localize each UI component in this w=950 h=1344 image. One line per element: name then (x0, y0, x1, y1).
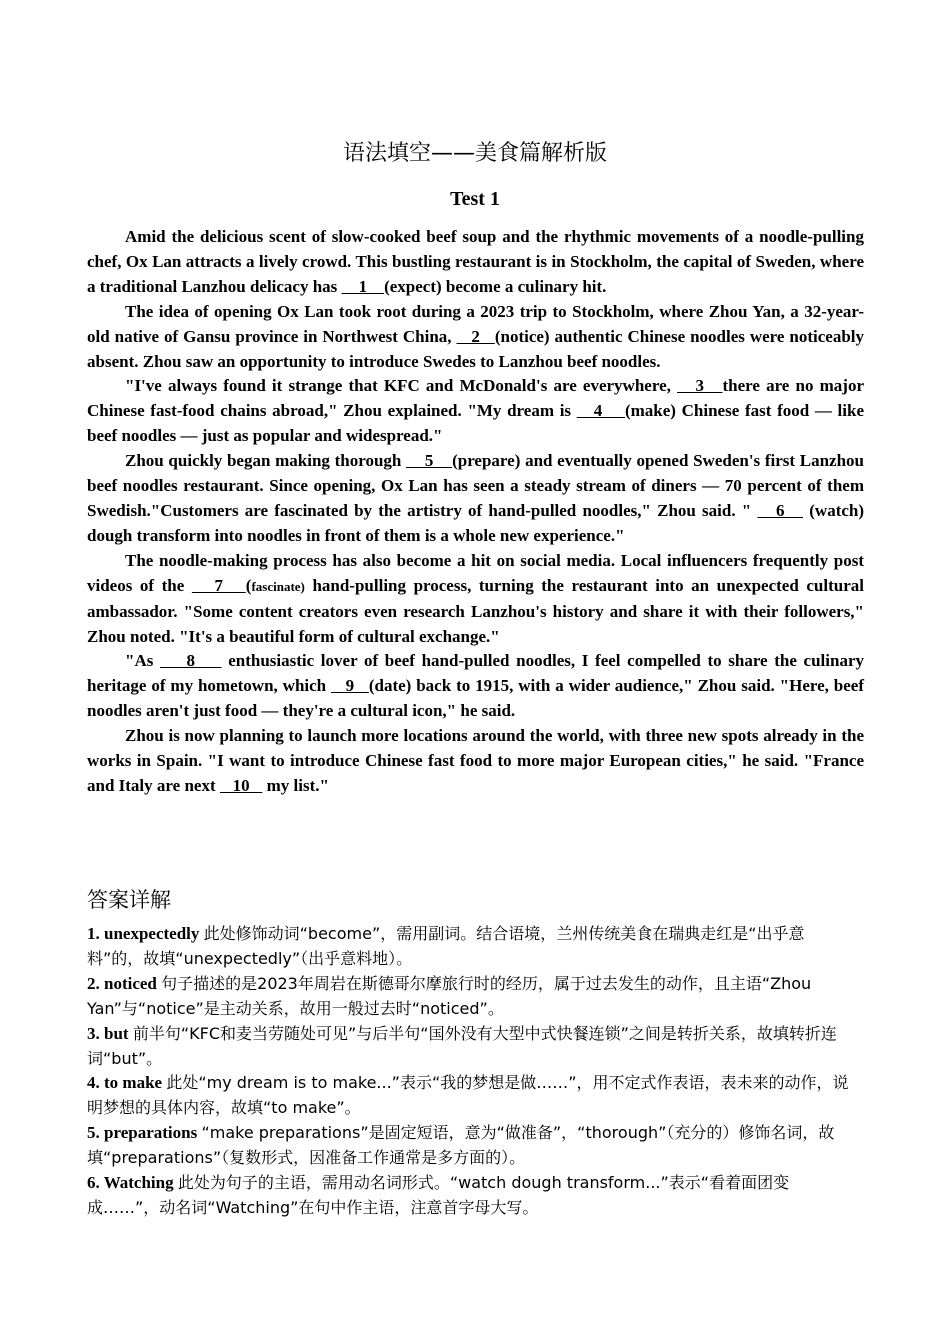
answer-item (87, 972, 857, 1022)
answer-explanation: 此处为句子的主语，需用动名词形式。“watch dough transform...”表示“看着面团变成……”，动名词“Watching”在句中作主语，注意首字母大写。 (87, 1173, 790, 1217)
blank-8: 8 (159, 651, 222, 671)
blank-2: 2 (456, 326, 495, 346)
passage (87, 225, 864, 799)
paragraph-3 (87, 374, 864, 449)
answer-explanation: 句子描述的是2023年周岩在斯德哥尔摩旅行时的经历，属于过去发生的动作，且主语“Zhou Yan”与“notice”是主动关系，故用一般过去时“noticed”。 (87, 973, 812, 1018)
blank-5: 5 (406, 451, 453, 471)
blank-4: 4 (576, 401, 625, 421)
text-segment: Zhou quickly began making thorough (125, 451, 407, 471)
paragraph-5 (87, 549, 864, 650)
text-segment: (make) Chinese fast food — like beef noodles — just as popular and widespread." (87, 401, 864, 446)
blank-1: 1 (341, 276, 385, 296)
text-segment: Zhou is now planning to launch more locations around the world, with three new spots already in the works in Spain. "I want to introduce Chinese fast food to more major European cities," he said. "France and Italy are next (87, 726, 864, 795)
answer-key: 4. to make (87, 1073, 167, 1093)
answer-key: 5. preparations (87, 1123, 202, 1143)
paragraph-6 (87, 649, 864, 724)
answers-heading: 答案详解 (87, 888, 171, 912)
answer-key: 3. but (87, 1023, 133, 1043)
paragraph-7 (87, 724, 864, 799)
answer-item (87, 1071, 857, 1121)
text-segment: Amid the delicious scent of slow-cooked beef soup and the rhythmic movements of a noodle-pulling chef, Ox Lan attracts a lively crowd. This bustling restaurant is in Stockholm, the capital of Sweden, where a traditional Lanzhou delicacy has (87, 227, 864, 296)
page-title: 语法填空——美食篇解析版 (342, 141, 607, 166)
blank-9: 9 (331, 676, 369, 696)
text-segment: ( (245, 575, 252, 595)
blank-3: 3 (677, 376, 723, 396)
blank-10: 10 (219, 775, 263, 795)
answer-item (87, 922, 857, 972)
answer-key: 6. Watching (87, 1173, 178, 1193)
text-segment: hand-pulling process, turning the restaurant into an unexpected cultural ambassador. "Some content creators even research Lanzhou's history and share it with their followers," Zhou noted. "It's a beautiful form of cultural exchange." (87, 575, 864, 646)
text-segment: (notice) authentic Chinese noodles were noticeably absent. Zhou saw an opportunity to introduce Swedes to Lanzhou beef noodles. (87, 326, 865, 371)
paragraph-2 (87, 300, 864, 375)
answer-key: 2. noticed (87, 973, 162, 993)
answer-explanation: 此处“my dream is to make...”表示“我的梦想是做……”，用不定式作表语，表未来的动作，说明梦想的具体内容，故填“to make”。 (87, 1073, 849, 1118)
text-segment: my list." (262, 775, 329, 795)
answer-key: 1. unexpectedly (87, 924, 204, 943)
text-segment: (date) back to 1915, with a wider audience," Zhou said. "Here, beef noodles aren't just food — they're a cultural icon," he said. (87, 676, 865, 721)
paragraph-1 (87, 225, 864, 300)
text-segment: "I've always found it strange that KFC and McDonald's are everywhere, (125, 376, 678, 396)
blank-6: 6 (757, 500, 804, 520)
text-segment: "As (125, 651, 160, 671)
text-segment: (prepare) and eventually opened Sweden's first Lanzhou beef noodles restaurant. Since opening, Ox Lan has seen a steady stream of diners — 70 percent of them Swedish."Customers are fascinated by the artistry of hand-pulled noodles," Zhou said. " (87, 451, 865, 520)
hint-word-small: fascinate) (251, 578, 305, 594)
paragraph-4 (87, 449, 864, 549)
test-label: Test 1 (450, 188, 500, 210)
answer-list (87, 922, 857, 1221)
answer-item (87, 1022, 857, 1072)
answer-explanation: 前半句“KFC和麦当劳随处可见”与后半句“国外没有大型中式快餐连锁”之间是转折关系，故填转折连词“but”。 (87, 1023, 837, 1068)
text-segment: enthusiastic lover of beef hand-pulled noodles, I feel compelled to share the culinary heritage of my hometown, which (87, 651, 864, 696)
text-segment: there are no major Chinese fast-food chains abroad," Zhou explained. "My dream is (87, 376, 864, 421)
text-segment: The noodle-making process has also become a hit on social media. Local influencers frequently post videos of the (87, 550, 864, 595)
text-segment: The idea of opening Ox Lan took root during a 2023 trip to Stockholm, where Zhou Yan, a 32-year-old native of Gansu province in Northwest China, (87, 301, 864, 346)
answer-explanation: “make preparations”是固定短语，意为“做准备”，“thorough”（充分的）修饰名词，故填“preparations”（复数形式，因准备工作通常是多方面的）。 (87, 1123, 835, 1168)
text-segment: (watch) dough transform into noodles in front of them is a whole new experience." (87, 500, 865, 545)
text-segment: (expect) become a culinary hit. (384, 276, 607, 296)
blank-7: 7 (191, 575, 246, 595)
answer-item (87, 1171, 857, 1221)
answer-explanation: 此处修饰动词“become”，需用副词。结合语境，兰州传统美食在瑞典走红是“出乎意料”的，故填“unexpectedly”（出乎意料地）。 (87, 924, 805, 968)
answer-item (87, 1121, 857, 1171)
